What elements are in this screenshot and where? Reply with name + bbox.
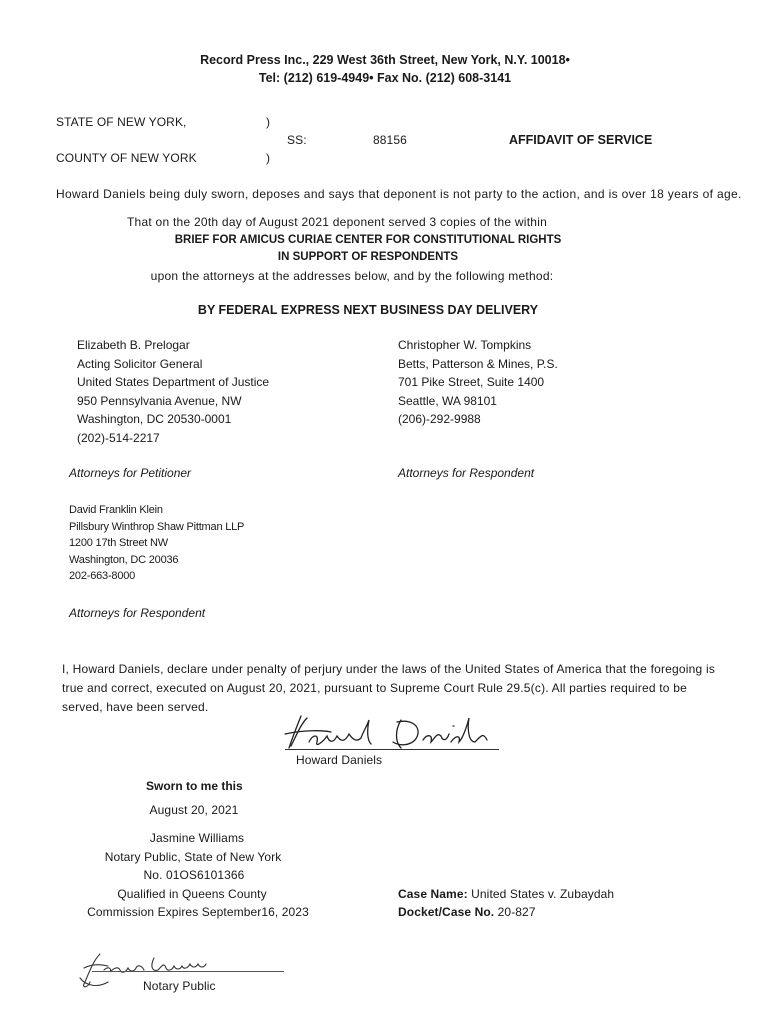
- docket-label: Docket/Case No.: [398, 905, 495, 919]
- case-name-label: Case Name:: [398, 887, 468, 901]
- venue-paren-top: ): [266, 115, 271, 129]
- address-line: Pillsbury Winthrop Shaw Pittman LLP: [69, 520, 245, 533]
- address-line: Seattle, WA 98101: [398, 393, 497, 408]
- venue-county: COUNTY OF NEW YORK: [56, 151, 197, 165]
- signature-line: [285, 749, 499, 750]
- address-line: 950 Pennsylvania Avenue, NW: [77, 393, 242, 408]
- recipient-petitioner: [77, 336, 269, 447]
- docket-number: [398, 905, 536, 919]
- index-number: 88156: [373, 133, 407, 147]
- intro-statement: Howard Daniels being duly sworn, deposes and says that deponent is not party to the action, and is over 18 years of age.: [56, 187, 742, 201]
- signature-howard-daniels: [283, 712, 503, 754]
- role-petitioner: Attorneys for Petitioner: [69, 466, 192, 480]
- address-line: 1200 17th Street NW: [69, 537, 168, 549]
- role-respondent-1: Attorneys for Respondent: [398, 466, 535, 480]
- notary-title: Notary Public, State of New York: [104, 850, 282, 864]
- address-line: Washington, DC 20036: [69, 553, 179, 566]
- sworn-date: August 20, 2021: [149, 803, 239, 817]
- address-line: Washington, DC 20530-0001: [77, 412, 232, 426]
- address-line: 202-663-8000: [69, 570, 136, 582]
- address-line: Acting Solicitor General: [77, 356, 203, 371]
- recipient-respondent-2: [69, 502, 244, 585]
- served-document-subtitle: IN SUPPORT OF RESPONDENTS: [277, 251, 459, 263]
- document-title: AFFIDAVIT OF SERVICE: [509, 133, 653, 147]
- address-line: David Franklin Klein: [69, 504, 163, 516]
- address-line: Christopher W. Tompkins: [398, 338, 532, 352]
- header-address: Record Press Inc., 229 West 36th Street, New York, N.Y. 10018•: [200, 53, 570, 67]
- case-name: [398, 887, 614, 901]
- address-line: United States Department of Justice: [77, 375, 270, 389]
- service-statement: That on the 20th day of August 2021 deponent served 3 copies of the within: [126, 215, 548, 229]
- served-document-title: BRIEF FOR AMICUS CURIAE CENTER FOR CONSTITUTIONAL RIGHTS: [174, 234, 562, 246]
- notary-county: Qualified in Queens County: [117, 887, 267, 901]
- service-method-intro: upon the attorneys at the addresses below, and by the following method:: [150, 269, 554, 283]
- venue-paren-bottom: ): [266, 151, 271, 165]
- notary-label: Notary Public: [143, 979, 216, 993]
- sworn-statement: Sworn to me this: [146, 779, 243, 793]
- notary-expiration: Commission Expires September16, 2023: [87, 905, 309, 919]
- address-line: (206)-292-9988: [398, 412, 481, 426]
- venue-state: STATE OF NEW YORK,: [56, 115, 187, 129]
- header-phone: Tel: (212) 619-4949• Fax No. (212) 608-3141: [258, 71, 512, 85]
- declaration: I, Howard Daniels, declare under penalty of perjury under the laws of the United States of America that the foregoing is true and correct, executed on August 20, 2021, pursuant to Supreme Court Rule 29.5(c). All parties required to be served, have been served.: [62, 662, 716, 714]
- docket-value: 20-827: [497, 905, 536, 919]
- service-method: BY FEDERAL EXPRESS NEXT BUSINESS DAY DELIVERY: [197, 303, 539, 317]
- notary-name: Jasmine Williams: [149, 831, 245, 845]
- address-line: (202)-514-2217: [77, 430, 160, 445]
- case-name-value: United States v. Zubaydah: [471, 887, 615, 901]
- address-line: 701 Pike Street, Suite 1400: [398, 375, 545, 389]
- role-respondent-2: Attorneys for Respondent: [69, 606, 206, 620]
- venue-ss: SS:: [287, 133, 307, 147]
- recipient-respondent-1: [398, 336, 558, 429]
- address-line: Elizabeth B. Prelogar: [77, 338, 190, 352]
- notary-signature-line: [92, 971, 284, 972]
- signer-name: Howard Daniels: [296, 753, 383, 767]
- notary-number: No. 01OS6101366: [143, 868, 245, 882]
- address-line: Betts, Patterson & Mines, P.S.: [398, 356, 558, 371]
